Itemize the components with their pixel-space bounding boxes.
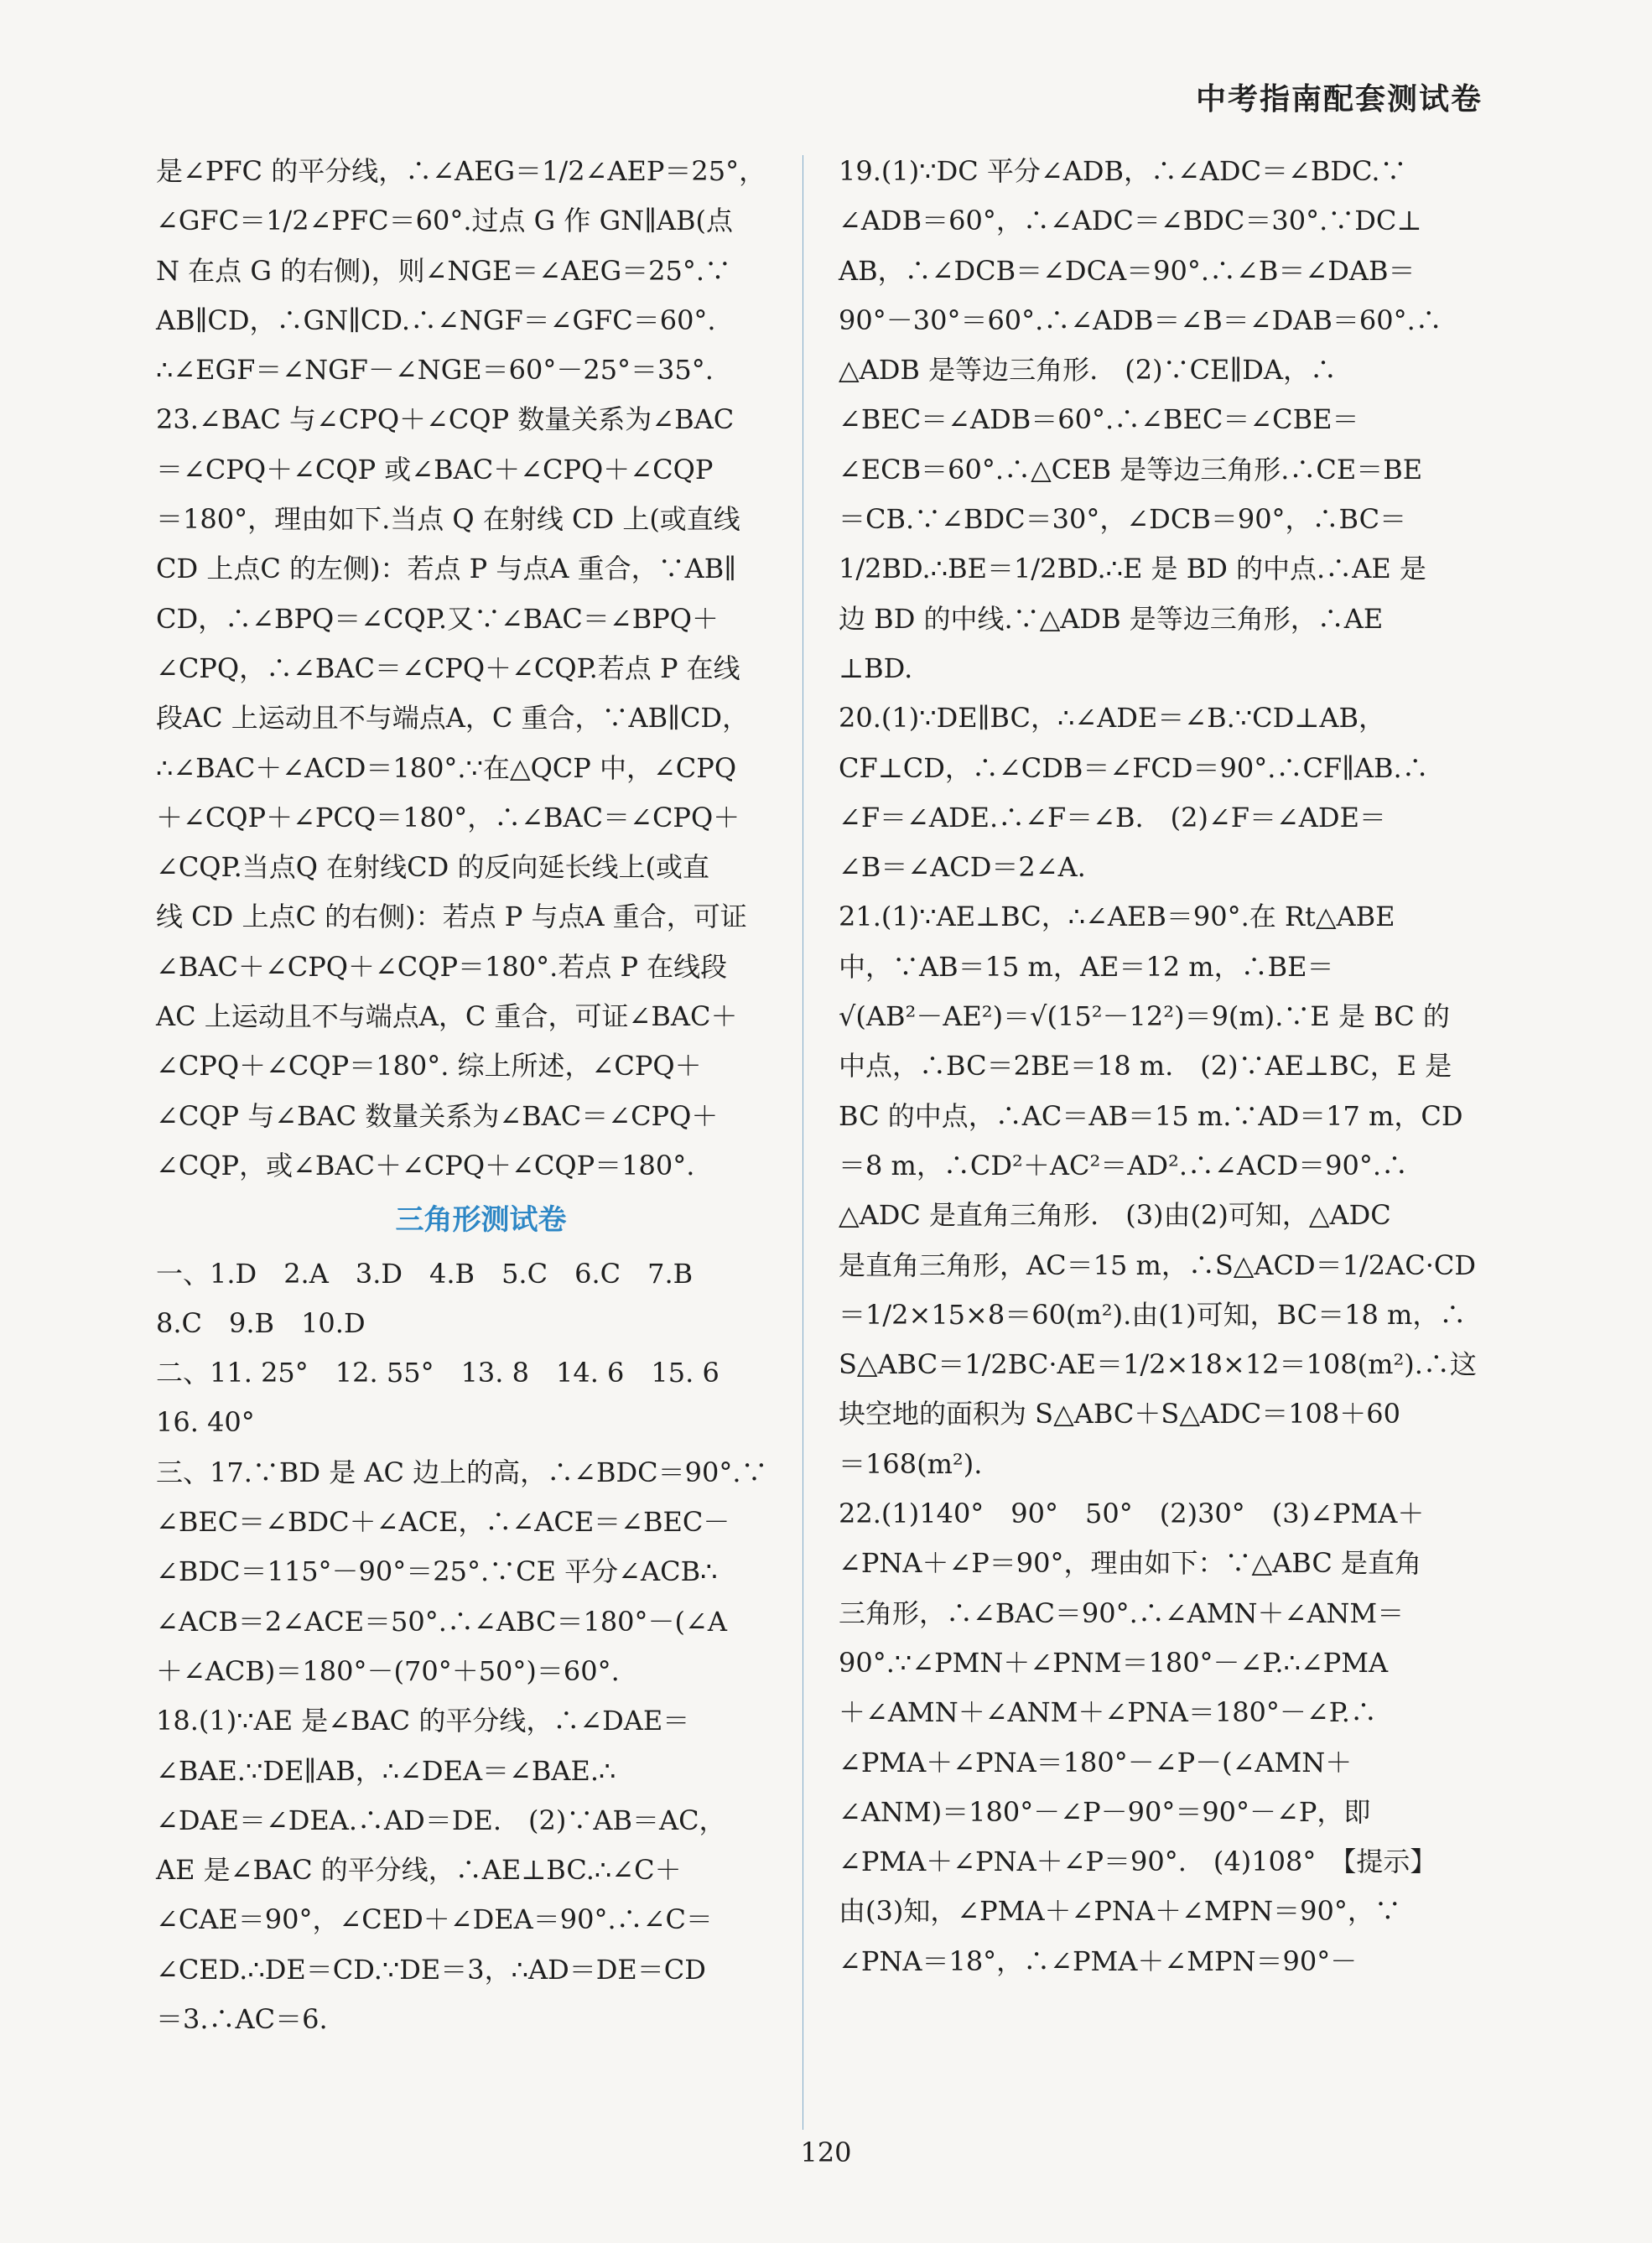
text-line: ∴∠EGF＝∠NGF－∠NGE＝60°－25°＝35°. [156, 354, 714, 387]
left-column [156, 147, 806, 2044]
text-line: S△ABC＝1/2BC·AE＝1/2×18×12＝108(m²).∴这 [839, 1348, 1477, 1381]
text-line: 18.(1)∵AE 是∠BAC 的平分线，∴∠DAE＝ [156, 1705, 690, 1737]
text-line: △ADB 是等边三角形. (2)∵CE∥DA，∴ [839, 354, 1337, 387]
text-line: 边 BD 的中线.∵△ADB 是等边三角形，∴AE [839, 602, 1384, 635]
text-line: √(AB²－AE²)＝√(15²－12²)＝9(m).∵E 是 BC 的 [839, 1000, 1450, 1033]
text-line: N 在点 G 的右侧)，则∠NGE＝∠AEG＝25°.∵ [156, 254, 732, 287]
text-line: ＝3.∴AC＝6. [156, 2002, 328, 2035]
text-line: 19.(1)∵DC 平分∠ADB，∴∠ADC＝∠BDC.∵ [839, 155, 1407, 187]
page-header-title: 中考指南配套测试卷 [1195, 82, 1483, 117]
text-line: 由(3)知，∠PMA＋∠PNA＋∠MPN＝90°，∵ [839, 1895, 1401, 1928]
text-line: ∠CPQ，∴∠BAC＝∠CPQ＋∠CQP.若点 P 在线 [156, 652, 740, 684]
text-line: 中点，∴BC＝2BE＝18 m. (2)∵AE⊥BC，E 是 [839, 1050, 1452, 1083]
text-line: 是直角三角形，AC＝15 m，∴S△ACD＝1/2AC·CD [839, 1249, 1477, 1281]
text-line: ＝∠CPQ＋∠CQP 或∠BAC＋∠CPQ＋∠CQP [156, 453, 714, 485]
text-line: ∠BAC＋∠CPQ＋∠CQP＝180°.若点 P 在线段 [156, 950, 728, 983]
text-line: 23.∠BAC 与∠CPQ＋∠CQP 数量关系为∠BAC [156, 403, 735, 436]
page-number: 120 [800, 2137, 852, 2168]
text-line: ∠DAE＝∠DEA.∴AD＝DE. (2)∵AB＝AC， [156, 1804, 726, 1836]
text-line: ∠CQP 与∠BAC 数量关系为∠BAC＝∠CPQ＋ [156, 1099, 719, 1132]
right-column [839, 147, 1493, 1986]
text-line: ∠PNA＝18°，∴∠PMA＋∠MPN＝90°－ [839, 1944, 1358, 1977]
text-line: 90°－30°＝60°.∴∠ADB＝∠B＝∠DAB＝60°.∴ [839, 304, 1442, 336]
text-line: ∠BEC＝∠ADB＝60°.∴∠BEC＝∠CBE＝ [839, 403, 1359, 436]
text-line: ∠BDC＝115°－90°＝25°.∵CE 平分∠ACB∴ [156, 1555, 718, 1588]
text-line: ＝CB.∵∠BDC＝30°，∠DCB＝90°，∴BC＝ [839, 503, 1407, 536]
text-line: 线 CD 上点C 的右侧)：若点 P 与点A 重合，可证 [156, 901, 747, 933]
text-line: ∠ACB＝2∠ACE＝50°.∴∠ABC＝180°－(∠A [156, 1605, 727, 1638]
text-line: 90°.∵∠PMN＋∠PNM＝180°－∠P.∴∠PMA [839, 1646, 1389, 1679]
text-line: 三、17.∵BD 是 AC 边上的高，∴∠BDC＝90°.∵ [156, 1456, 768, 1488]
text-line: ＝180°，理由如下.当点 Q 在射线 CD 上(或直线 [156, 503, 740, 536]
text-line: 1/2BD.∴BE＝1/2BD.∴E 是 BD 的中点.∴AE 是 [839, 553, 1426, 585]
text-line: ＝1/2×15×8＝60(m²).由(1)可知，BC＝18 m，∴ [839, 1298, 1467, 1331]
text-line: 中，∵AB＝15 m，AE＝12 m，∴BE＝ [839, 950, 1334, 983]
text-line: 段AC 上运动且不与端点A，C 重合，∵AB∥CD， [156, 702, 750, 735]
text-line: 16. 40° [156, 1406, 255, 1439]
text-line: ∠PMA＋∠PNA＝180°－∠P－(∠AMN＋ [839, 1746, 1353, 1778]
text-line: 8.C 9.B 10.D [156, 1306, 366, 1339]
text-line: ∠CED.∴DE＝CD.∵DE＝3，∴AD＝DE＝CD [156, 1953, 706, 1986]
text-line: CD，∴∠BPQ＝∠CQP.又∵∠BAC＝∠BPQ＋ [156, 602, 720, 635]
text-line: CD 上点C 的左侧)：若点 P 与点A 重合，∵AB∥ [156, 553, 737, 585]
text-line: ∠ECB＝60°.∴△CEB 是等边三角形.∴CE＝BE [839, 453, 1423, 485]
text-line: CF⊥CD，∴∠CDB＝∠FCD＝90°.∴CF∥AB.∴ [839, 751, 1429, 784]
text-line: △ADC 是直角三角形. (3)由(2)可知，△ADC [839, 1199, 1391, 1232]
text-line: 20.(1)∵DE∥BC，∴∠ADE＝∠B.∵CD⊥AB， [839, 702, 1385, 735]
text-line: ∠B＝∠ACD＝2∠A. [839, 851, 1086, 884]
text-line: 三角形，∴∠BAC＝90°.∴∠AMN＋∠ANM＝ [839, 1597, 1405, 1629]
text-line: ∴∠BAC＋∠ACD＝180°.∵在△QCP 中，∠CPQ [156, 751, 737, 784]
text-line: ∠PMA＋∠PNA＋∠P＝90°. (4)108° 【提示】 [839, 1846, 1437, 1878]
text-line: ＝168(m²). [839, 1447, 983, 1480]
text-line: BC 的中点，∴AC＝AB＝15 m.∵AD＝17 m，CD [839, 1099, 1463, 1132]
text-line: ∠BAE.∵DE∥AB，∴∠DEA＝∠BAE.∴ [156, 1754, 616, 1787]
text-line: AE 是∠BAC 的平分线，∴AE⊥BC.∴∠C＋ [156, 1854, 682, 1887]
text-line: AB，∴∠DCB＝∠DCA＝90°.∴∠B＝∠DAB＝ [839, 254, 1416, 287]
text-line: AB∥CD，∴GN∥CD.∴∠NGF＝∠GFC＝60°. [156, 304, 716, 336]
text-line: 二、11. 25° 12. 55° 13. 8 14. 6 15. 6 [156, 1357, 720, 1389]
text-line: ＝8 m，∴CD²＋AC²＝AD².∴∠ACD＝90°.∴ [839, 1149, 1408, 1181]
text-line: ⊥BD. [839, 652, 913, 684]
text-line: ∠BEC＝∠BDC＋∠ACE，∴∠ACE＝∠BEC－ [156, 1506, 730, 1539]
text-line: ＋∠CQP＋∠PCQ＝180°，∴∠BAC＝∠CPQ＋ [156, 801, 740, 833]
text-line: 是∠PFC 的平分线，∴∠AEG＝1/2∠AEP＝25°， [156, 155, 766, 187]
text-line: 块空地的面积为 S△ABC＋S△ADC＝108＋60 [839, 1398, 1400, 1430]
text-line: ∠ANM)＝180°－∠P－90°＝90°－∠P，即 [839, 1795, 1371, 1828]
text-line: ∠CPQ＋∠CQP＝180°. 综上所述，∠CPQ＋ [156, 1050, 702, 1083]
text-line: ＋∠AMN＋∠ANM＋∠PNA＝180°－∠P.∴ [839, 1696, 1377, 1729]
text-line: 22.(1)140° 90° 50° (2)30° (3)∠PMA＋ [839, 1498, 1425, 1530]
text-line: 21.(1)∵AE⊥BC，∴∠AEB＝90°.在 Rt△ABE [839, 901, 1395, 933]
text-line: ∠CQP，或∠BAC＋∠CPQ＋∠CQP＝180°. [156, 1149, 695, 1181]
section-title: 三角形测试卷 [395, 1203, 567, 1238]
text-line: 一、1.D 2.A 3.D 4.B 5.C 6.C 7.B [156, 1257, 694, 1290]
text-line: ∠PNA＋∠P＝90°，理由如下：∵△ABC 是直角 [839, 1547, 1422, 1580]
text-line: ∠CQP.当点Q 在射线CD 的反向延长线上(或直 [156, 851, 709, 884]
text-line: ∠CAE＝90°，∠CED＋∠DEA＝90°.∴∠C＝ [156, 1903, 713, 1936]
text-line: ∠GFC＝1/2∠PFC＝60°.过点 G 作 GN∥AB(点 [156, 205, 734, 237]
text-line: ∠ADB＝60°，∴∠ADC＝∠BDC＝30°.∵DC⊥ [839, 205, 1422, 237]
text-line: ＋∠ACB)＝180°－(70°＋50°)＝60°. [156, 1654, 620, 1687]
text-line: ∠F＝∠ADE.∴∠F＝∠B. (2)∠F＝∠ADE＝ [839, 801, 1386, 833]
text-line: AC 上运动且不与端点A，C 重合，可证∠BAC＋ [156, 1000, 738, 1033]
